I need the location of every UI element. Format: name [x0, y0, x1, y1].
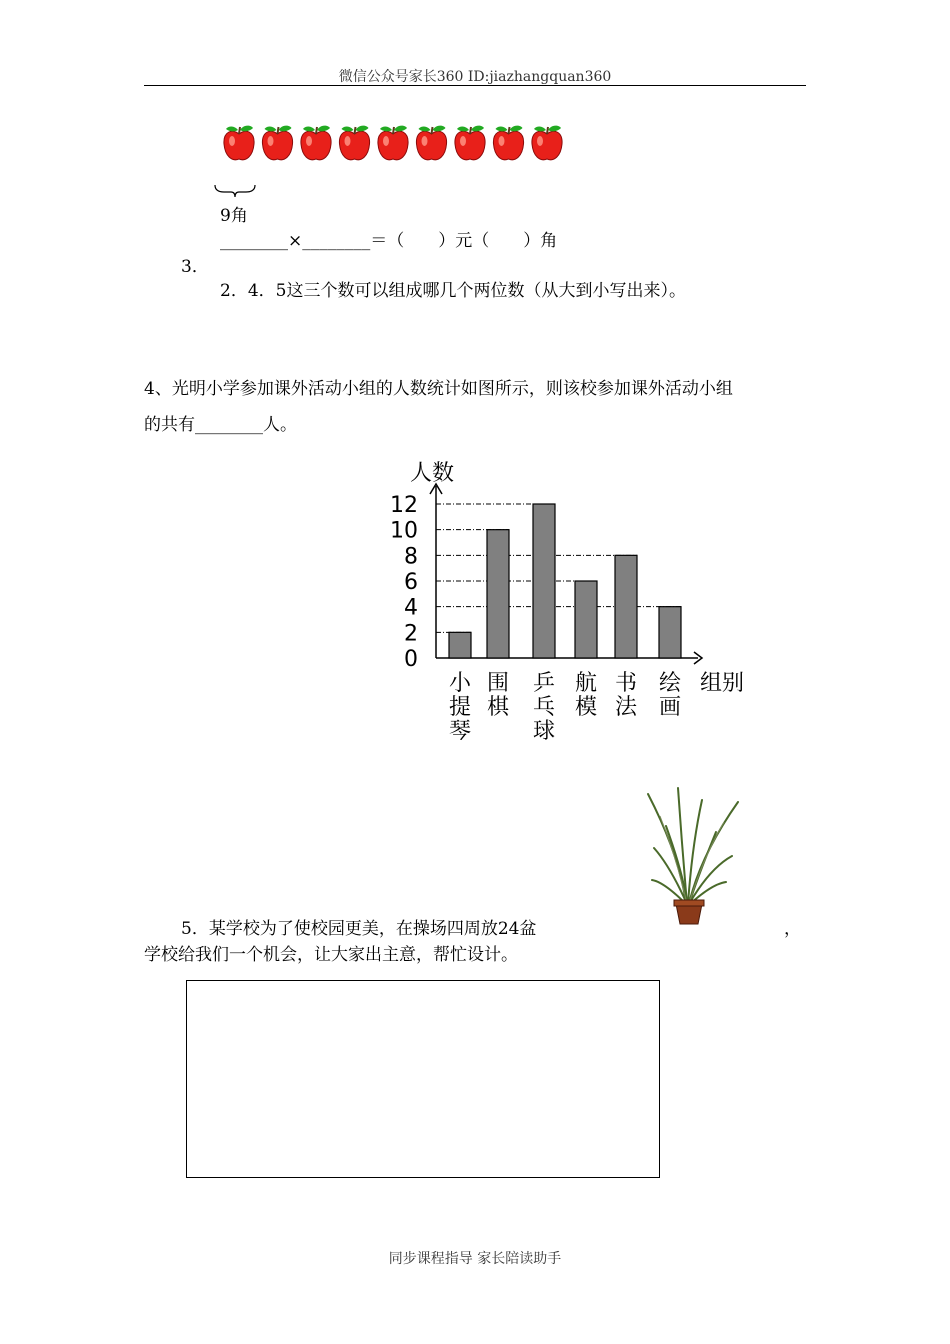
header-rule	[144, 85, 806, 86]
bar	[487, 530, 509, 658]
bar	[659, 607, 681, 658]
bar	[533, 504, 555, 658]
apple-equation: ________×________＝（ ）元（ ）角	[220, 231, 558, 251]
category-label: 棋	[486, 695, 510, 720]
question-5-comma: ，	[784, 919, 801, 939]
question-4-line2: 的共有________人。	[144, 415, 297, 435]
design-answer-box[interactable]	[186, 980, 660, 1178]
category-label: 模	[574, 695, 598, 720]
category-label: 球	[532, 719, 556, 744]
brace	[214, 183, 256, 199]
question-5-line1: 5．某学校为了使校园更美，在操场四周放24盆	[181, 919, 537, 939]
y-tick-label: 6	[404, 570, 418, 595]
y-tick-label: 8	[404, 544, 418, 570]
page-header: 微信公众号家长360 ID:jiazhangquan360	[338, 69, 612, 85]
apple-icon	[416, 126, 446, 160]
category-label: 围	[486, 671, 510, 696]
category-label: 绘	[658, 671, 682, 696]
bar	[615, 555, 637, 658]
brace-label: 9角	[220, 206, 248, 226]
category-label: 航	[574, 671, 598, 696]
y-axis-title: 人数	[410, 461, 455, 486]
apple-icon	[301, 126, 331, 160]
apple-icon	[455, 126, 485, 160]
x-axis-title: 组别	[700, 671, 745, 696]
y-tick-label: 10	[390, 518, 418, 544]
category-label: 乒	[532, 671, 556, 696]
category-label: 法	[614, 695, 638, 720]
question-4-line1: 4、光明小学参加课外活动小组的人数统计如图所示，则该校参加课外活动小组	[144, 379, 733, 399]
y-tick-label: 12	[390, 493, 418, 518]
question-3-text: 2．4．5这三个数可以组成哪几个两位数（从大到小写出来）。	[220, 281, 686, 301]
y-tick-label: 4	[404, 595, 418, 621]
page-footer: 同步课程指导 家长陪读助手	[388, 1251, 562, 1267]
apple-icon	[532, 126, 562, 160]
potted-plant-icon	[640, 786, 740, 931]
apple-icon	[262, 126, 292, 160]
category-label: 提	[448, 695, 472, 720]
apple-icon	[224, 126, 254, 160]
y-tick-label: 2	[404, 621, 418, 647]
question-5-line2: 学校给我们一个机会，让大家出主意，帮忙设计。	[144, 945, 518, 965]
apple-icon	[493, 126, 523, 160]
apple-icon	[339, 126, 369, 160]
question-3-number: 3．	[181, 257, 209, 277]
bar	[575, 581, 597, 658]
bar	[449, 632, 471, 658]
category-label: 书	[614, 671, 638, 696]
category-label: 乓	[532, 695, 556, 720]
apple-row	[222, 124, 567, 166]
category-label: 画	[658, 695, 682, 720]
category-label: 琴	[448, 719, 472, 744]
apple-icon	[378, 126, 408, 160]
bar-chart	[380, 460, 760, 750]
category-label: 小	[448, 671, 472, 696]
y-tick-label: 0	[404, 647, 418, 672]
